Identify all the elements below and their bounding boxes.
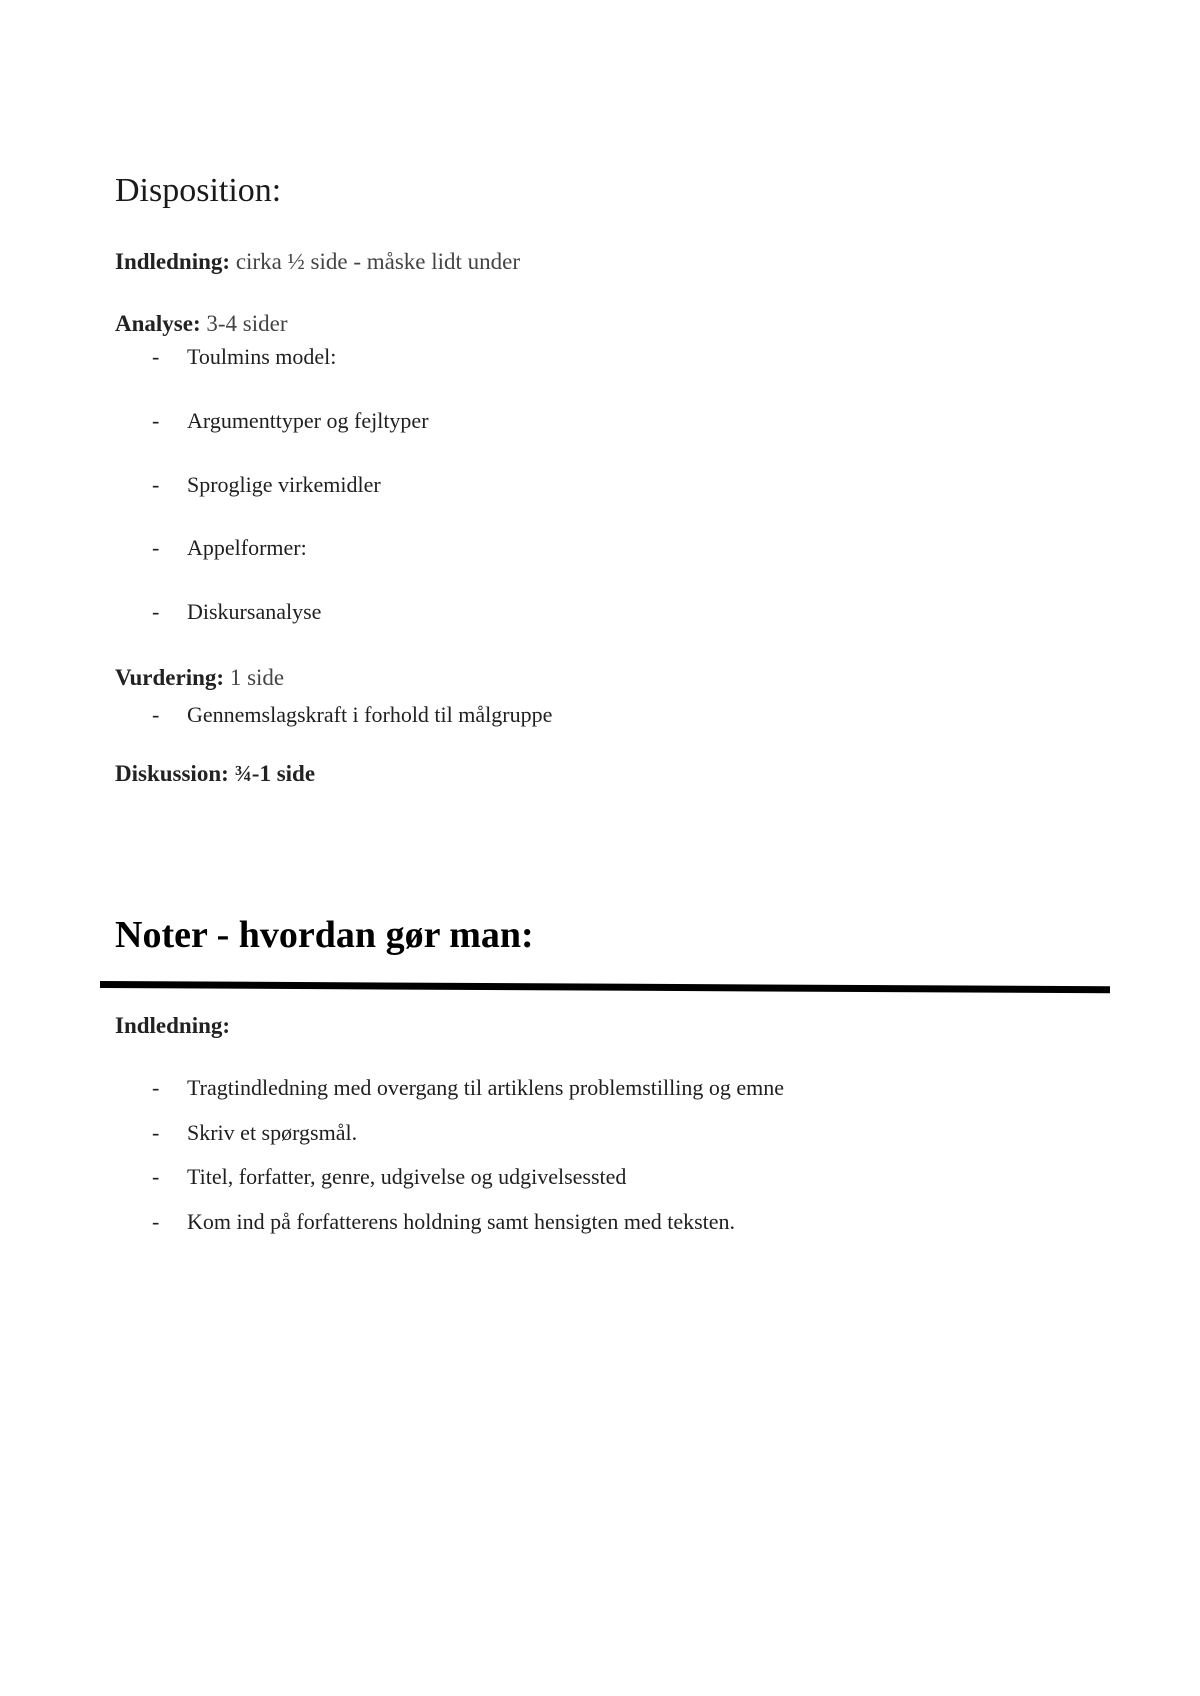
disposition-title: Disposition: bbox=[115, 172, 282, 209]
bullet-dash: - bbox=[152, 702, 160, 727]
bullet-dash: - bbox=[152, 344, 160, 369]
vurdering-value: 1 side bbox=[229, 665, 285, 690]
vurdering-line bbox=[115, 665, 284, 691]
noter-title: Noter - hvordan gør man: bbox=[115, 914, 534, 956]
diskussion-line bbox=[115, 761, 315, 787]
bullet-dash: - bbox=[152, 408, 160, 433]
bullet-dash: - bbox=[152, 1164, 160, 1189]
list-item-text: Gennemslagskraft i forhold til målgruppe bbox=[187, 702, 553, 727]
analyse-value: 3-4 sider bbox=[206, 311, 288, 336]
noter-indledning-label: Indledning: bbox=[115, 1013, 231, 1038]
list-item-text: Toulmins model: bbox=[187, 344, 337, 369]
analyse-line bbox=[115, 311, 288, 337]
indledning-label: Indledning: bbox=[115, 249, 231, 274]
list-item-text: Appelformer: bbox=[187, 535, 307, 560]
analyse-label: Analyse: bbox=[115, 311, 201, 336]
list-item-text: Tragtindledning med overgang til artiklens problemstilling og emne bbox=[187, 1075, 784, 1100]
indledning-value: cirka ½ side - måske lidt under bbox=[235, 249, 521, 274]
bullet-dash: - bbox=[152, 1209, 160, 1234]
diskussion-label: Diskussion: bbox=[115, 761, 229, 786]
bullet-dash: - bbox=[152, 535, 160, 560]
diskussion-value: ¾-1 side bbox=[234, 761, 316, 786]
list-item-text: Diskursanalyse bbox=[187, 599, 322, 624]
list-item-text: Kom ind på forfatterens holdning samt hensigten med teksten. bbox=[187, 1209, 736, 1234]
list-item-text: Titel, forfatter, genre, udgivelse og udgivelsessted bbox=[187, 1164, 627, 1189]
bullet-dash: - bbox=[152, 472, 160, 497]
heading-underline bbox=[100, 981, 1110, 993]
list-item-text: Argumenttyper og fejltyper bbox=[187, 408, 429, 433]
indledning-line bbox=[115, 249, 520, 275]
vurdering-label: Vurdering: bbox=[115, 665, 225, 690]
bullet-dash: - bbox=[152, 1120, 160, 1145]
list-item-text: Skriv et spørgsmål. bbox=[187, 1120, 358, 1145]
bullet-dash: - bbox=[152, 1075, 160, 1100]
bullet-dash: - bbox=[152, 599, 160, 624]
list-item-text: Sproglige virkemidler bbox=[187, 472, 381, 497]
